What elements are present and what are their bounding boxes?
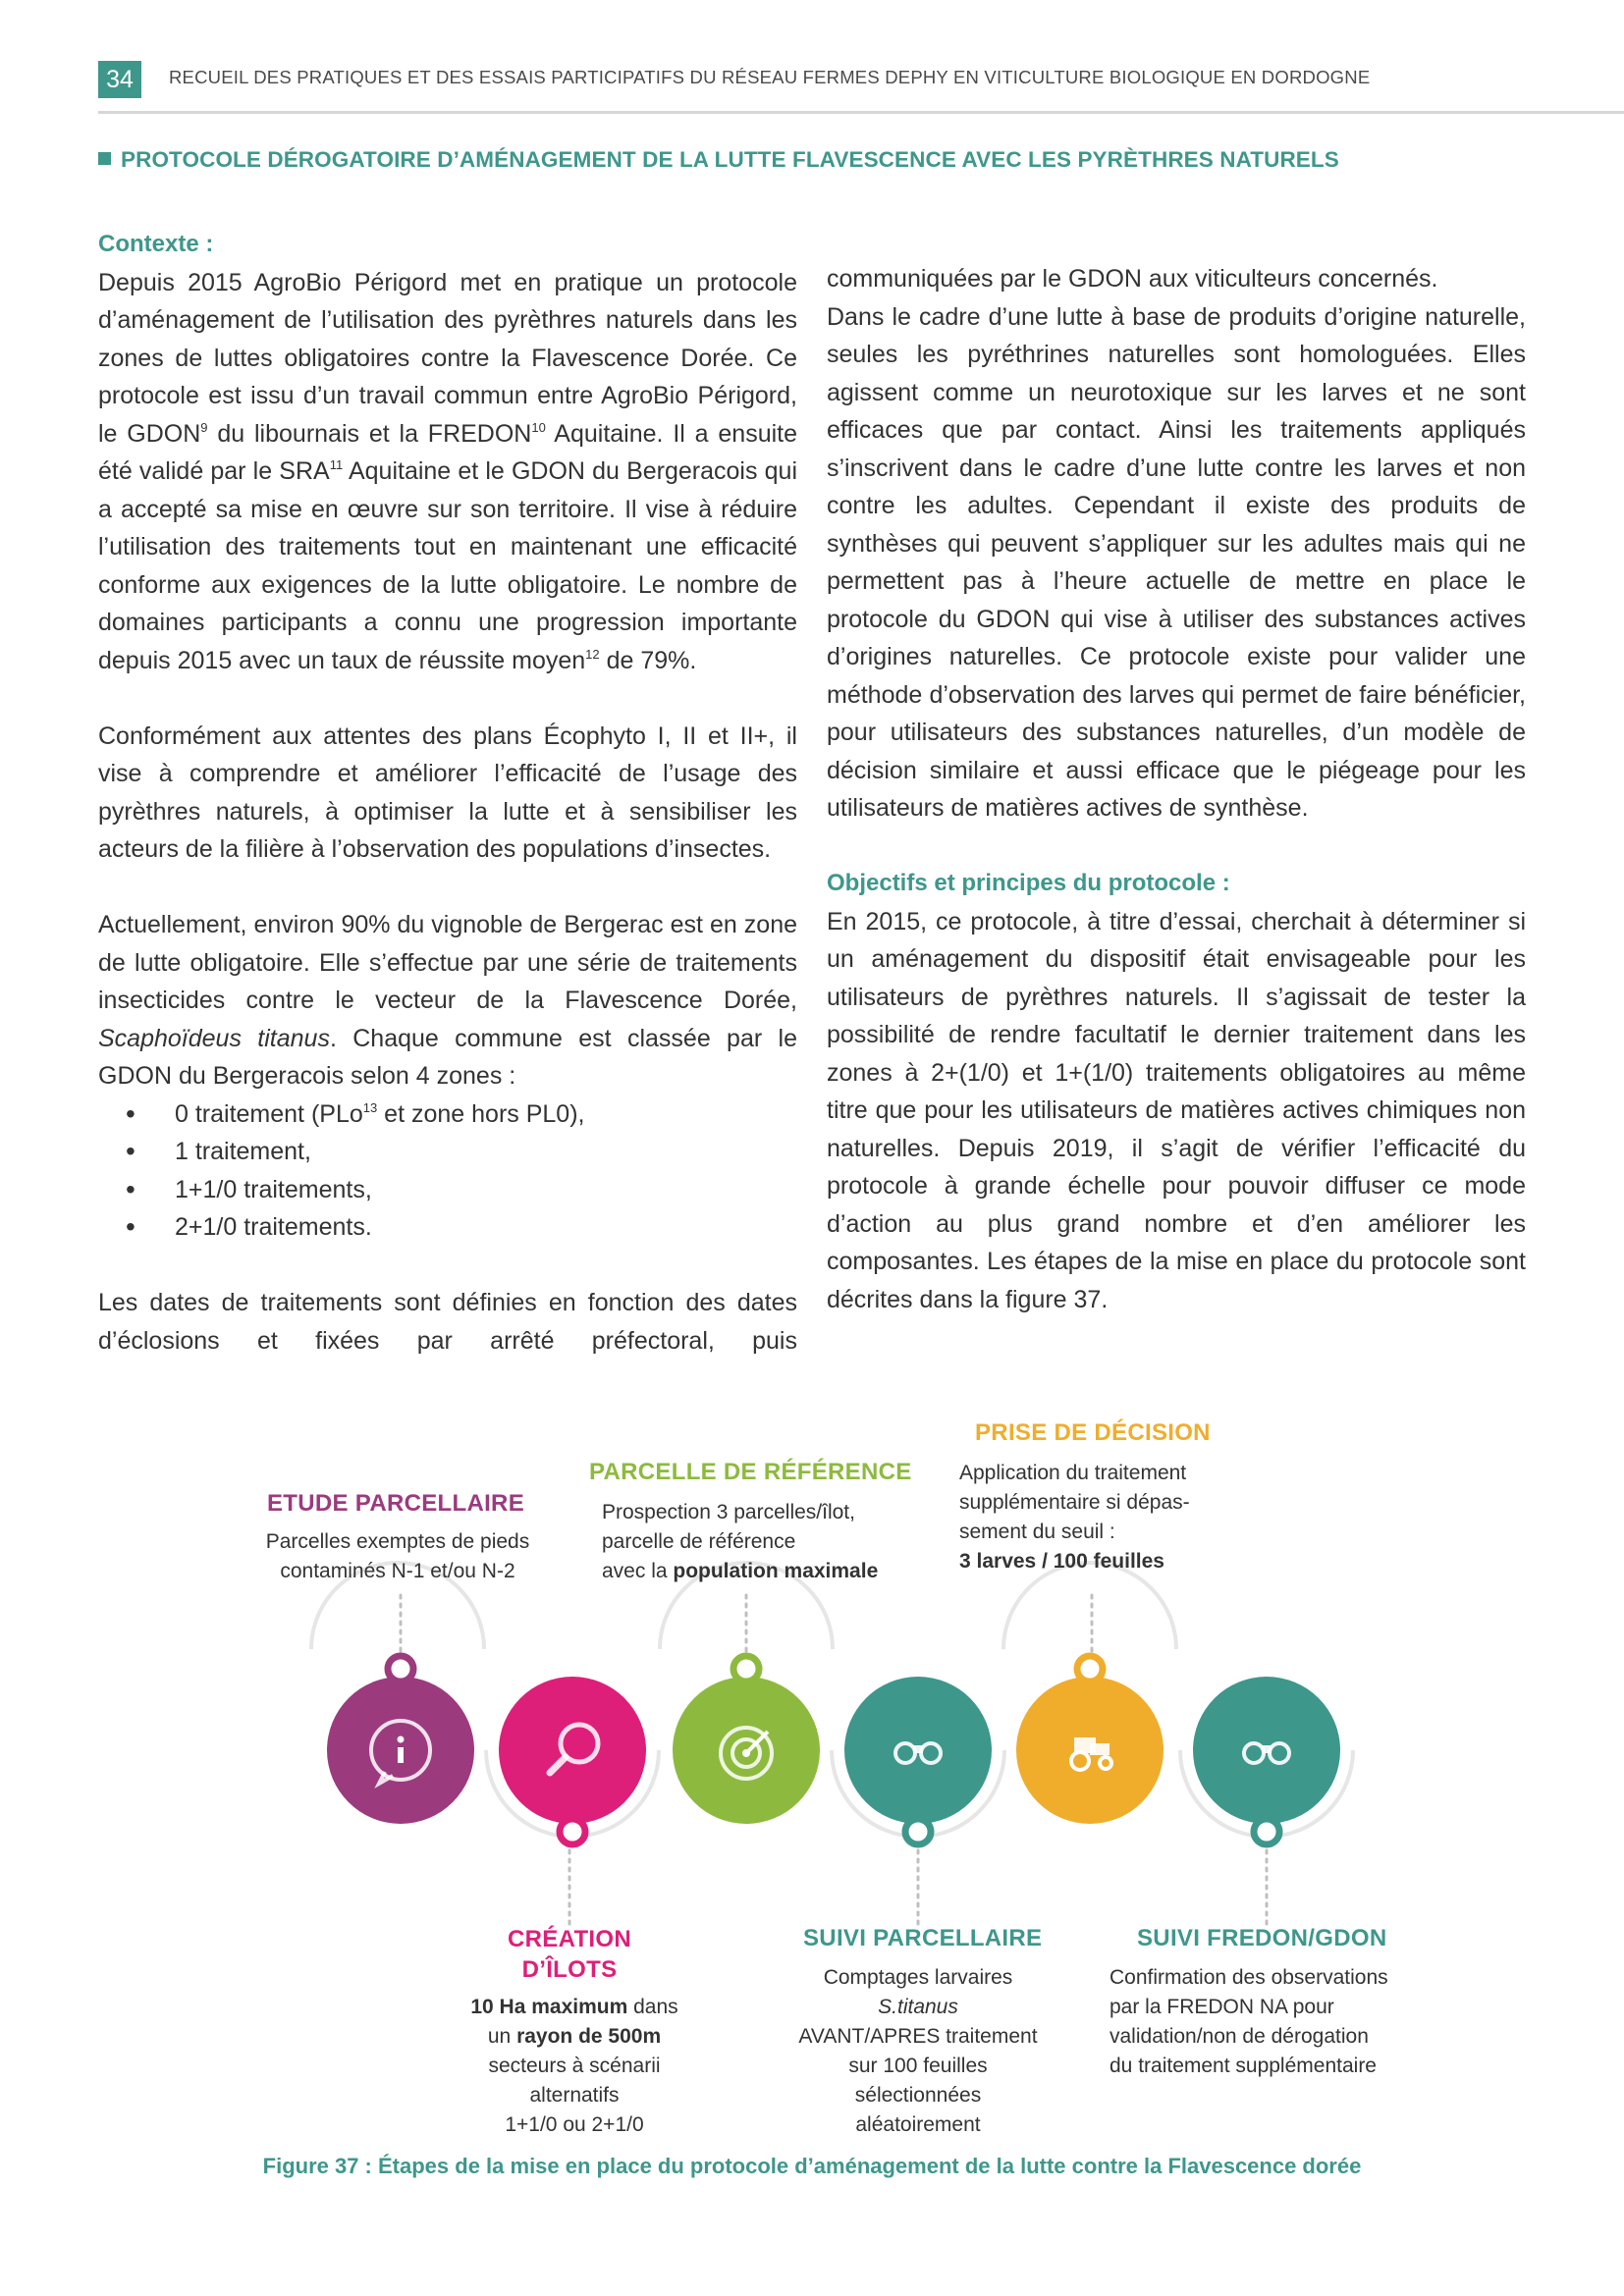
contexte-heading: Contexte : — [98, 231, 214, 257]
paragraph-ecophyto: Conformément aux attentes des plans Écophyto I, II et II+, il vise à comprendre et améliorer l’efficacité de l’usage des pyrèthres naturels, à optimiser la lutte et à sensibiliser les acteurs de la filière à l’observation des populations d’insectes. — [98, 721, 797, 863]
figure-caption: Figure 37 : Étapes de la mise en place du protocole d’aménagement de la lutte contre la Flavescence dorée — [262, 2154, 1362, 2178]
right-column — [827, 260, 1526, 1318]
running-title: RECUEIL DES PRATIQUES ET DES ESSAIS PARTICIPATIFS DU RÉSEAU FERMES DEPHY EN VITICULTURE BIOLOGIQUE EN DORDOGNE — [169, 67, 1371, 87]
protocol-steps-figure — [0, 1404, 1624, 2209]
list-item: • 2+1/0 traitements. — [98, 1208, 797, 1247]
header-divider — [98, 111, 1624, 114]
decision-title: PRISE DE DÉCISION — [975, 1419, 1211, 1446]
left-column — [98, 226, 797, 1360]
creation-title: CRÉATION D’ÎLOTS — [508, 1926, 631, 1983]
section-title — [98, 147, 1339, 173]
objectifs-heading: Objectifs et principes du protocole : — [827, 870, 1230, 896]
etude-title: ETUDE PARCELLAIRE — [267, 1490, 524, 1517]
suivi-description: Comptages larvaires S.titanus AVANT/APRES traitement sur 100 feuilles sélectionnées aléatoirement — [798, 1966, 1038, 2136]
etude-description: Parcelles exemptes de pieds contaminés N-1 et/ou N-2 — [265, 1530, 530, 1582]
zones-list — [98, 1095, 797, 1247]
page-number: 34 — [98, 61, 141, 98]
paragraph-communiquees: communiquées par le GDON aux viticulteurs concernés. — [827, 265, 1438, 293]
fredon-title: SUIVI FREDON/GDON — [1137, 1925, 1387, 1951]
paragraph-contexte: Depuis 2015 AgroBio Périgord met en pratique un protocole d’aménagement de l’utilisation des pyrèthres naturels dans les zones de luttes obligatoires contre la Flavescence Dorée. Ce protocole est issu d’un travail commun entre AgroBio Périgord, le GDON$^9$ du libournais et la FREDON$^{10}$ Aquitaine. Il a ensuite été validé par le SRA$^{11}$ Aquitaine et le GDON du Bergeracois qui a accepté sa mise en œuvre sur son territoire. Il vise à réduire l’utilisation des traitements tout en maintenant une efficacité conforme aux exigences de la lutte obligatoire. Le nombre de domaines participants a connu une progression importante depuis 2015 avec un taux de réussite moyen$^{12}$ de 79%. — [98, 268, 798, 674]
reference-step-circle — [673, 1656, 820, 1824]
paragraph-lutte-obligatoire: Actuellement, environ 90% du vignoble de Bergerac est en zone de lutte obligatoire. Elle s’effectue par une série de traitements insecticides contre le vecteur de la Flavescence Dorée, Scaphoïdeus titanus. Chaque commune est classée par le GDON du Bergeracois selon 4 zones : — [98, 911, 797, 1090]
list-item: • 1+1/0 traitements, — [98, 1171, 797, 1209]
list-item: • 0 traitement (PLo$^{13}$ et zone hors PL0), — [98, 1095, 797, 1134]
section-title-text: PROTOCOLE DÉROGATOIRE D’AMÉNAGEMENT DE LA LUTTE FLAVESCENCE AVEC LES PYRÈTHRES NATURELS — [121, 147, 1339, 172]
square-bullet-icon — [98, 152, 111, 165]
fredon-description: Confirmation des observations par la FREDON NA pour validation/non de dérogation du traitement supplémentaire — [1110, 1966, 1388, 2077]
reference-title: PARCELLE DE RÉFÉRENCE — [589, 1459, 912, 1485]
decision-description: Application du traitement supplémentaire si dépas- sement du seuil : 3 larves / 100 feuilles — [959, 1462, 1190, 1573]
connector-arcs — [311, 1563, 1353, 1837]
suivi-title: SUIVI PARCELLAIRE — [803, 1925, 1043, 1951]
paragraph-objectifs: En 2015, ce protocole, à titre d’essai, cherchait à déterminer si un aménagement du dispositif était envisageable pour les utilisateurs de pyrèthres naturels. Il s’agissait de tester la possibilité de rendre facultatif le dernier traitement dans les zones à 2+(1/0) et 1+(1/0) traitements obligatoires au même titre que pour les utilisateurs de matières actives chimiques non naturelles. Depuis 2019, il s’agit de vérifier l’efficacité du protocole à grande échelle pour pouvoir diffuser ce mode d’action au plus grand nombre et d’en améliorer les composantes. Les étapes de la mise en place du protocole sont décrites dans la figure 37. — [827, 907, 1526, 1313]
list-item: • 1 traitement, — [98, 1133, 797, 1171]
decision-step-circle — [1016, 1656, 1164, 1824]
etude-step-circle — [327, 1656, 474, 1824]
creation-description: 10 Ha maximum dans un rayon de 500m secteurs à scénarii alternatifs 1+1/0 ou 2+1/0 — [470, 1996, 678, 2136]
paragraph-pyrethrines: Dans le cadre d’une lutte à base de produits d’origine naturelle, seules les pyréthrines naturelles sont homologuées. Elles agissent comme un neurotoxique sur les larves et ne sont efficaces que par contact. Ainsi les traitements appliqués s’inscrivent dans le cadre d’une lutte contre les larves et non contre les adultes. Cependant il existe des produits de synthèses qui peuvent s’appliquer sur les adultes mais qui ne permettent pas à l’heure actuelle de mettre en place le protocole du GDON qui vise à utiliser des substances actives d’origines naturelles. Ce protocole existe pour valider une méthode d’observation des larves qui permet de faire bénéficier, pour utilisateurs des substances naturelles, d’un modèle de décision similaire et aussi efficace que le piégeage pour les utilisateurs de matières actives de synthèse. — [827, 302, 1526, 822]
paragraph-dates: Les dates de traitements sont définies en fonction des dates d’éclosions et fixées par arrêté préfectoral, puis — [98, 1289, 797, 1355]
reference-description: Prospection 3 parcelles/îlot, parcelle de référence avec la population maximale — [602, 1501, 879, 1582]
page-header — [98, 61, 1532, 110]
